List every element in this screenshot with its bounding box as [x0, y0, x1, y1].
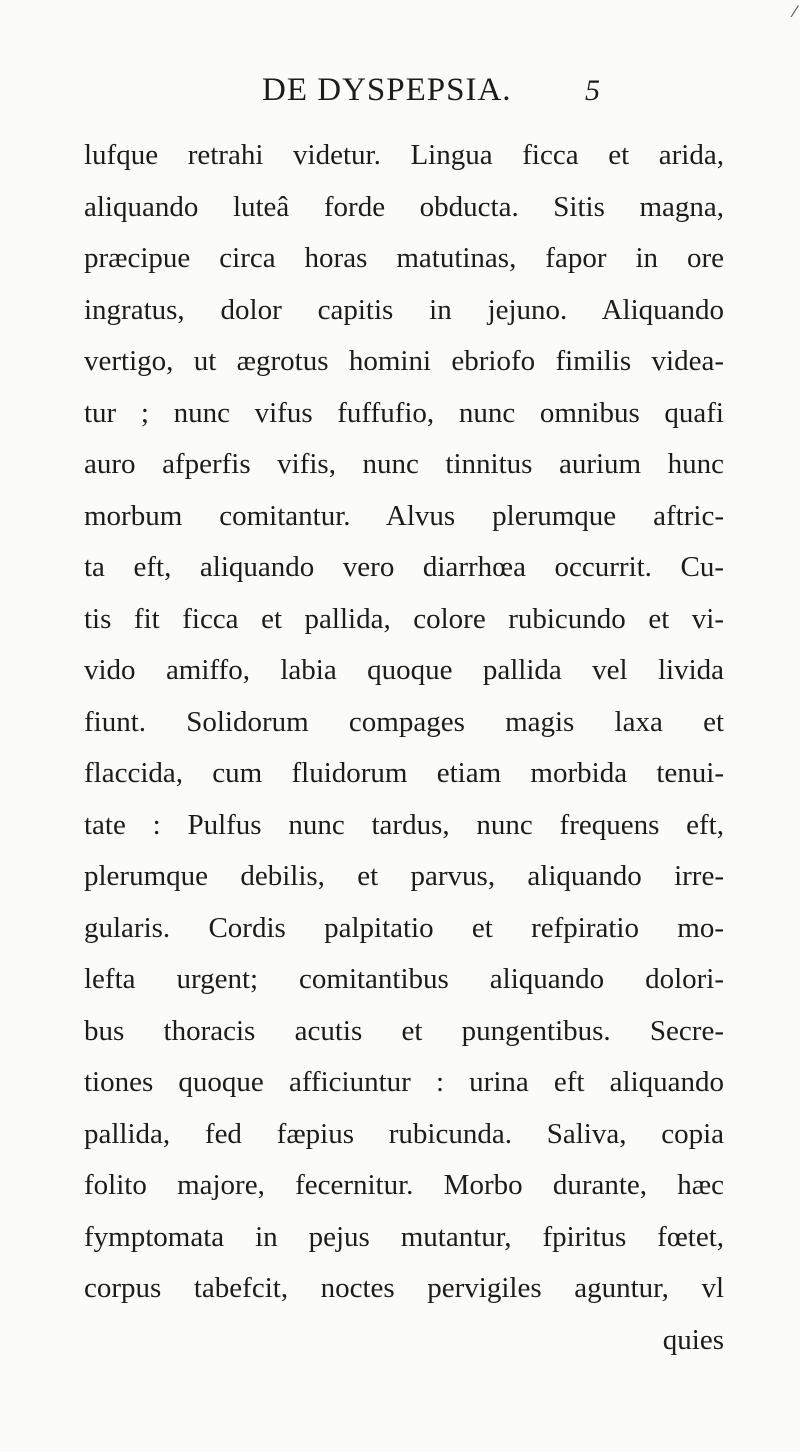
- text-line: ingratus, dolor capitis in jejuno. Aliquando: [84, 293, 724, 326]
- text-line: lufque retrahi videtur. Lingua ficca et arida,: [84, 139, 724, 171]
- running-title: DE DYSPEPSIA.: [262, 72, 512, 108]
- text-line: vido amiffo, labia quoque pallida vel livida: [84, 654, 724, 686]
- page-number: 5: [585, 74, 600, 107]
- text-line: pallida, fed fæpius rubicunda. Saliva, copia: [84, 1117, 724, 1150]
- text-line: aliquando luteâ forde obducta. Sitis magna,: [84, 190, 724, 223]
- catchword: quies: [662, 1323, 724, 1356]
- text-line: fiunt. Solidorum compages magis laxa et: [84, 705, 724, 738]
- text-line: ta eft, aliquando vero diarrhœa occurrit. Cu-: [84, 551, 724, 583]
- text-line: tur ; nunc vifus fuffufio, nunc omnibus quafi: [84, 396, 724, 429]
- text-line: folito majore, fecernitur. Morbo durante, hæc: [84, 1169, 724, 1201]
- body-text: [84, 130, 724, 1366]
- text-line: fymptomata in pejus mutantur, fpiritus fœtet,: [84, 1220, 724, 1253]
- page-header: [0, 72, 800, 122]
- text-line: lefta urgent; comitantibus aliquando dolori-: [84, 963, 724, 995]
- text-line: bus thoracis acutis et pungentibus. Secre-: [84, 1014, 724, 1047]
- text-line: corpus tabefcit, noctes pervigiles aguntur, vl: [84, 1272, 724, 1304]
- text-line: vertigo, ut ægrotus homini ebriofo fimilis videa-: [84, 345, 724, 377]
- text-line: tiones quoque afficiuntur : urina eft aliquando: [84, 1066, 724, 1098]
- text-line: gularis. Cordis palpitatio et refpiratio mo-: [84, 911, 724, 944]
- text-line: plerumque debilis, et parvus, aliquando irre-: [84, 860, 724, 892]
- text-line: flaccida, cum fluidorum etiam morbida tenui-: [84, 757, 724, 789]
- text-line: auro afperfis vifis, nunc tinnitus aurium hunc: [84, 448, 724, 480]
- text-line: morbum comitantur. Alvus plerumque aftric-: [84, 499, 724, 532]
- text-line: tate : Pulfus nunc tardus, nunc frequens eft,: [84, 808, 724, 841]
- text-line: tis fit ficca et pallida, colore rubicundo et vi-: [84, 602, 724, 635]
- text-line: præcipue circa horas matutinas, fapor in ore: [84, 242, 724, 274]
- corner-mark: ⁄: [793, 2, 796, 21]
